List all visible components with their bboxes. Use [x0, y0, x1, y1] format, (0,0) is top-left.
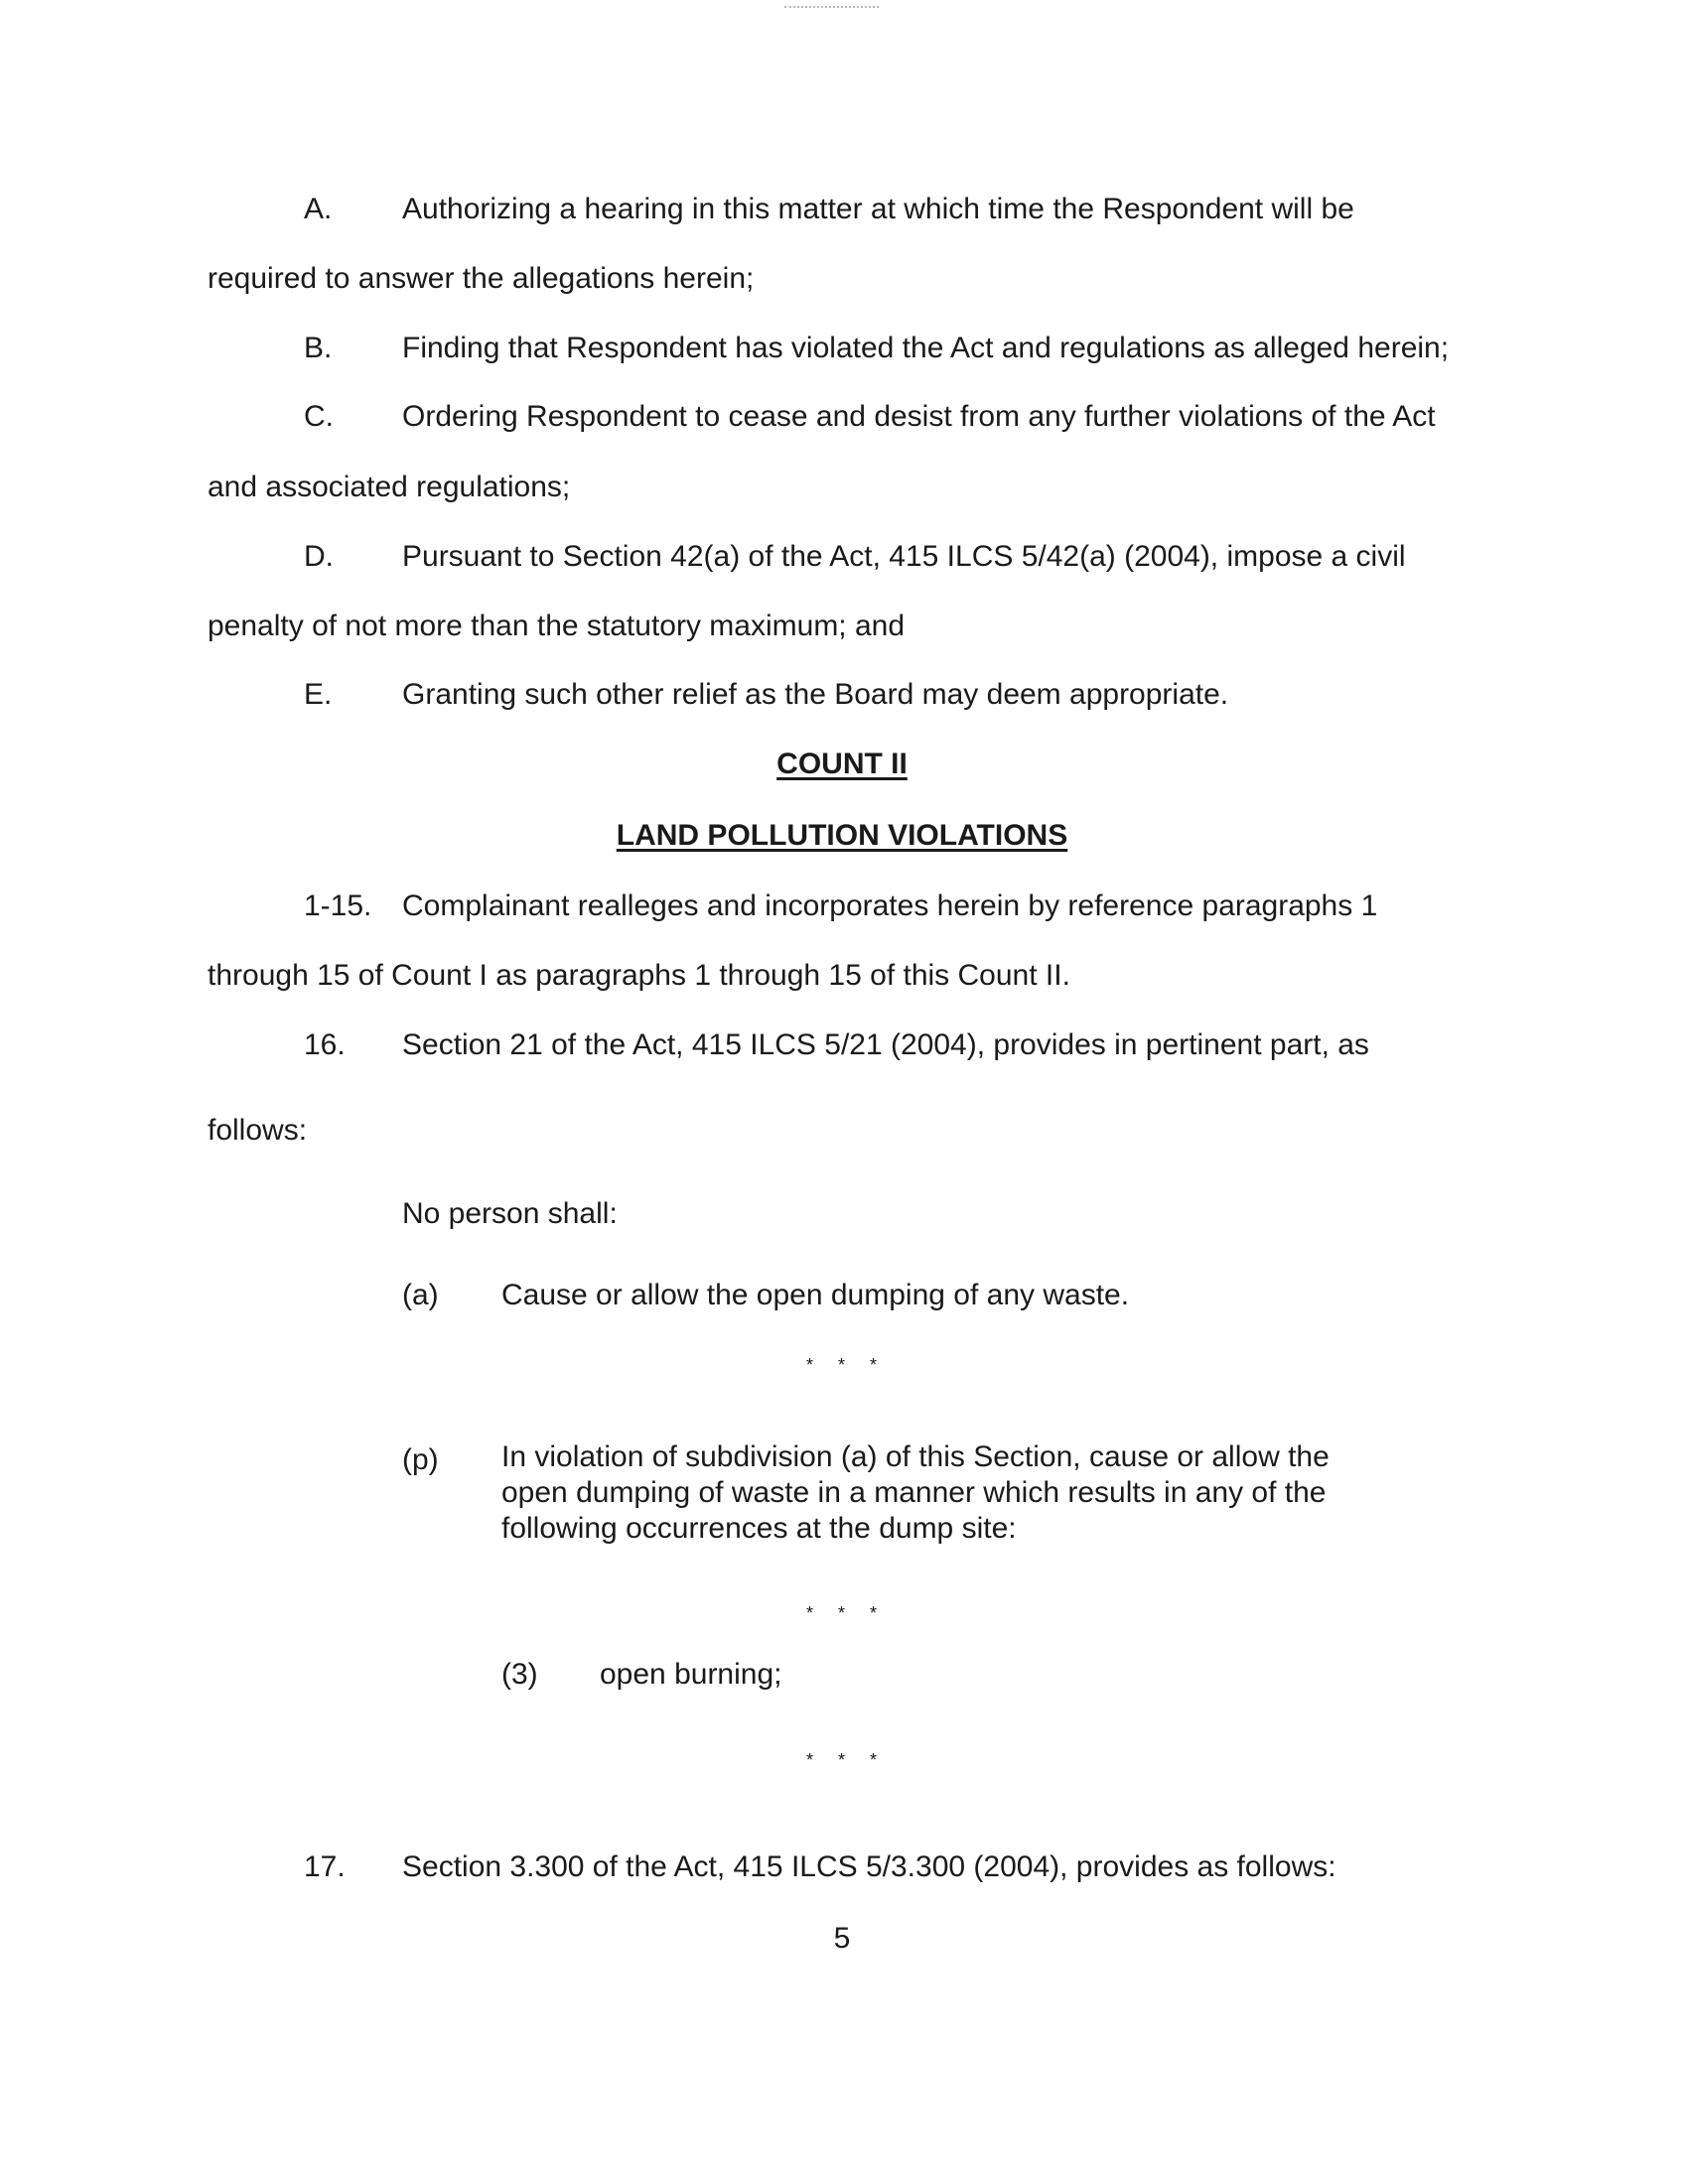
para-1-15-text: Complainant realleges and incorporates herein by reference paragraphs 1	[402, 889, 1378, 922]
para-1-15-continuation: through 15 of Count I as paragraphs 1 through 15 of this Count II.	[208, 959, 1070, 992]
para-16-continuation: follows:	[208, 1114, 308, 1147]
quote-item-a-text: Cause or allow the open dumping of any waste.	[501, 1279, 1130, 1311]
relief-d-text: Pursuant to Section 42(a) of the Act, 415 ILCS 5/42(a) (2004), impose a civil	[402, 540, 1406, 573]
quote-ellipsis-3: * * *	[806, 1750, 888, 1770]
para-16-number: 16.	[304, 1028, 346, 1061]
quote-item-p-text: In violation of subdivision (a) of this Section, cause or allow the open dumping of waste in a manner which results in any of the following occurrences at the dump site:	[501, 1440, 1330, 1545]
count-heading: COUNT II	[776, 748, 908, 780]
relief-a-continuation: required to answer the allegations herein;	[208, 262, 755, 295]
para-1-15-number: 1-15.	[304, 889, 372, 922]
quote-item-3-text: open burning;	[600, 1658, 782, 1691]
quote-item-3-label: (3)	[501, 1658, 538, 1691]
count-subheading: LAND POLLUTION VIOLATIONS	[616, 819, 1068, 852]
quote-ellipsis-2: * * *	[806, 1603, 888, 1623]
relief-b-letter: B.	[304, 332, 333, 364]
page-number: 5	[833, 1922, 851, 1955]
relief-c-letter: C.	[304, 400, 334, 433]
scan-artifact-mark	[784, 6, 879, 9]
relief-d-continuation: penalty of not more than the statutory maximum; and	[208, 610, 906, 642]
quote-intro: No person shall:	[402, 1197, 618, 1230]
quote-item-a-label: (a)	[402, 1279, 439, 1311]
para-17-text: Section 3.300 of the Act, 415 ILCS 5/3.300 (2004), provides as follows:	[402, 1850, 1336, 1883]
para-16-text: Section 21 of the Act, 415 ILCS 5/21 (2004), provides in pertinent part, as	[402, 1028, 1369, 1061]
relief-e-text: Granting such other relief as the Board may deem appropriate.	[402, 678, 1229, 711]
relief-b-text: Finding that Respondent has violated the Act and regulations as alleged herein;	[402, 332, 1450, 364]
relief-d-letter: D.	[304, 540, 334, 573]
relief-a-letter: A.	[304, 193, 333, 225]
relief-a-text: Authorizing a hearing in this matter at which time the Respondent will be	[402, 193, 1354, 225]
relief-c-text: Ordering Respondent to cease and desist from any further violations of the Act	[402, 400, 1436, 433]
quote-ellipsis-1: * * *	[806, 1355, 888, 1375]
quote-item-p-label: (p)	[402, 1443, 439, 1476]
para-17-number: 17.	[304, 1850, 346, 1883]
relief-c-continuation: and associated regulations;	[208, 471, 571, 503]
relief-e-letter: E.	[304, 678, 333, 711]
